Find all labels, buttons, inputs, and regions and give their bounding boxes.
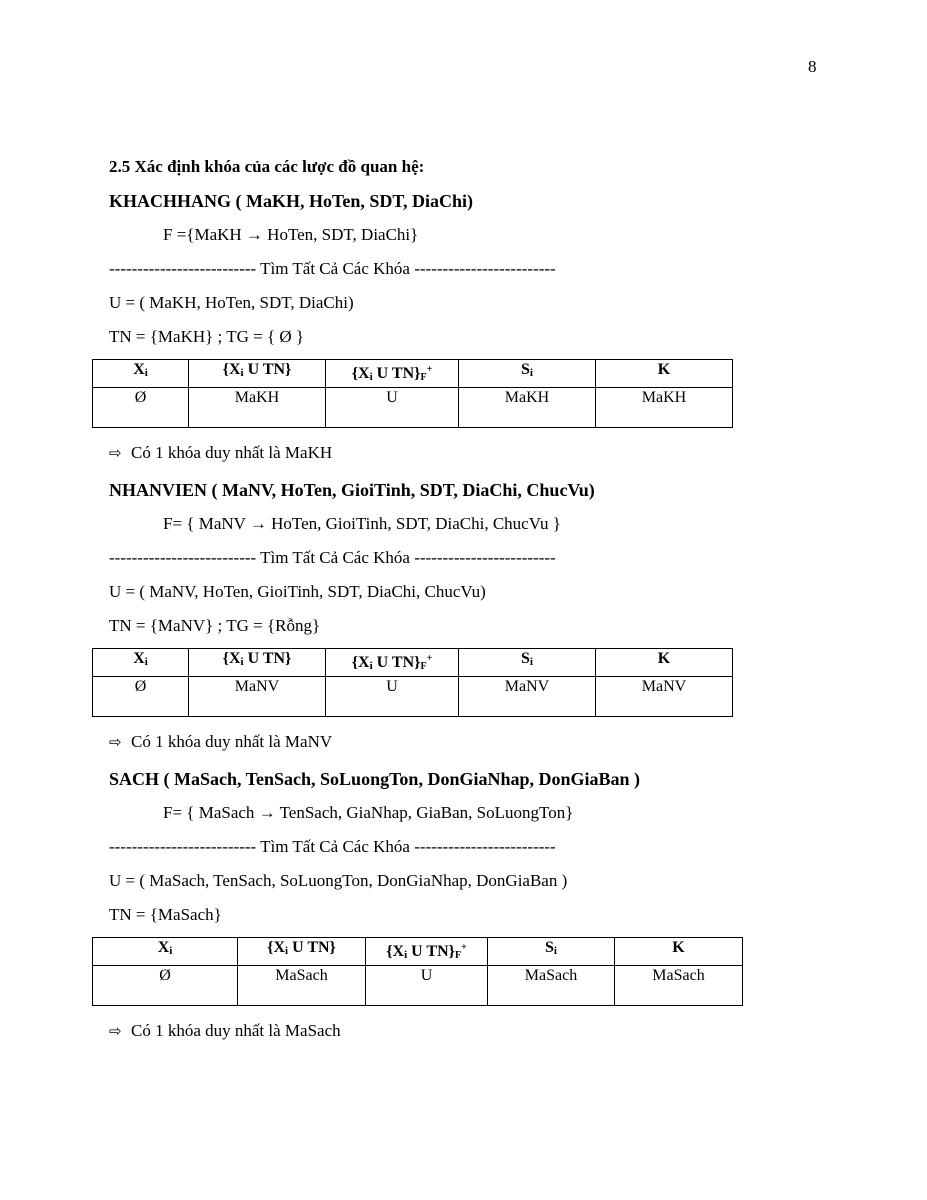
separator-line: -------------------------- Tìm Tất Cả Các Khóa ------------------------- xyxy=(109,837,556,856)
cell-xi: Ø xyxy=(93,388,189,428)
cell-k: MaKH xyxy=(596,388,733,428)
cell-xi: Ø xyxy=(93,966,238,1006)
cell-xi-union-tn: MaNV xyxy=(189,677,326,717)
universe-set: U = ( MaKH, HoTen, SDT, DiaChi) xyxy=(109,293,354,312)
tn-tg-sets: TN = {MaNV} ; TG = {Rỗng} xyxy=(109,616,321,635)
relation-title-khachhang: KHACHHANG ( MaKH, HoTen, SDT, DiaChi) xyxy=(109,191,474,211)
cell-si: MaNV xyxy=(459,677,596,717)
table-header-row xyxy=(93,938,743,966)
functional-dependency: F ={MaKH → HoTen, SDT, DiaChi} xyxy=(163,225,419,244)
section-title: 2.5 Xác định khóa của các lược đồ quan hệ: xyxy=(109,157,425,176)
right-arrow-icon: ⇨ xyxy=(109,1022,122,1040)
conclusion-nhanvien: ⇨ Có 1 khóa duy nhất là MaNV xyxy=(109,732,333,751)
header-si: Si xyxy=(459,360,596,388)
cell-xi: Ø xyxy=(93,677,189,717)
cell-closure: U xyxy=(366,966,488,1006)
conclusion-sach: ⇨ Có 1 khóa duy nhất là MaSach xyxy=(109,1021,341,1040)
cell-closure: U xyxy=(326,677,459,717)
cell-xi-union-tn: MaSach xyxy=(238,966,366,1006)
header-xi: Xi xyxy=(93,938,238,966)
header-k: K xyxy=(615,938,743,966)
universe-set: U = ( MaSach, TenSach, SoLuongTon, DonGiaNhap, DonGiaBan ) xyxy=(109,871,568,890)
header-xi: Xi xyxy=(93,360,189,388)
table-row xyxy=(93,966,743,1006)
header-xi-union-tn: {Xi U TN} xyxy=(189,360,326,388)
cell-si: MaSach xyxy=(488,966,615,1006)
table-header-row xyxy=(93,649,733,677)
separator-line: -------------------------- Tìm Tất Cả Các Khóa ------------------------- xyxy=(109,259,556,278)
header-closure: {Xi U TN}F+ xyxy=(326,360,459,388)
relation-title-sach: SACH ( MaSach, TenSach, SoLuongTon, DonGiaNhap, DonGiaBan ) xyxy=(109,769,640,789)
page-number: 8 xyxy=(808,57,817,76)
table-header-row xyxy=(93,360,733,388)
header-closure: {Xi U TN}F+ xyxy=(326,649,459,677)
header-k: K xyxy=(596,649,733,677)
cell-xi-union-tn: MaKH xyxy=(189,388,326,428)
key-table-khachhang xyxy=(92,359,733,428)
header-xi: Xi xyxy=(93,649,189,677)
header-xi-union-tn: {Xi U TN} xyxy=(238,938,366,966)
tn-set: TN = {MaSach} xyxy=(109,905,222,924)
header-xi-union-tn: {Xi U TN} xyxy=(189,649,326,677)
key-table-nhanvien xyxy=(92,648,733,717)
header-closure: {Xi U TN}F+ xyxy=(366,938,488,966)
cell-k: MaSach xyxy=(615,966,743,1006)
table-row xyxy=(93,677,733,717)
table-row xyxy=(93,388,733,428)
cell-closure: U xyxy=(326,388,459,428)
conclusion-khachhang: ⇨ Có 1 khóa duy nhất là MaKH xyxy=(109,443,333,462)
cell-k: MaNV xyxy=(596,677,733,717)
relation-title-nhanvien: NHANVIEN ( MaNV, HoTen, GioiTinh, SDT, DiaChi, ChucVu) xyxy=(109,480,595,500)
header-si: Si xyxy=(459,649,596,677)
cell-si: MaKH xyxy=(459,388,596,428)
right-arrow-icon: ⇨ xyxy=(109,444,122,462)
universe-set: U = ( MaNV, HoTen, GioiTinh, SDT, DiaChi, ChucVu) xyxy=(109,582,486,601)
header-si: Si xyxy=(488,938,615,966)
functional-dependency: F= { MaSach → TenSach, GiaNhap, GiaBan, SoLuongTon} xyxy=(163,803,574,822)
header-k: K xyxy=(596,360,733,388)
right-arrow-icon: ⇨ xyxy=(109,733,122,751)
functional-dependency: F= { MaNV → HoTen, GioiTinh, SDT, DiaChi, ChucVu } xyxy=(163,514,561,533)
key-table-sach xyxy=(92,937,743,1006)
separator-line: -------------------------- Tìm Tất Cả Các Khóa ------------------------- xyxy=(109,548,556,567)
tn-tg-sets: TN = {MaKH} ; TG = { Ø } xyxy=(109,327,305,346)
